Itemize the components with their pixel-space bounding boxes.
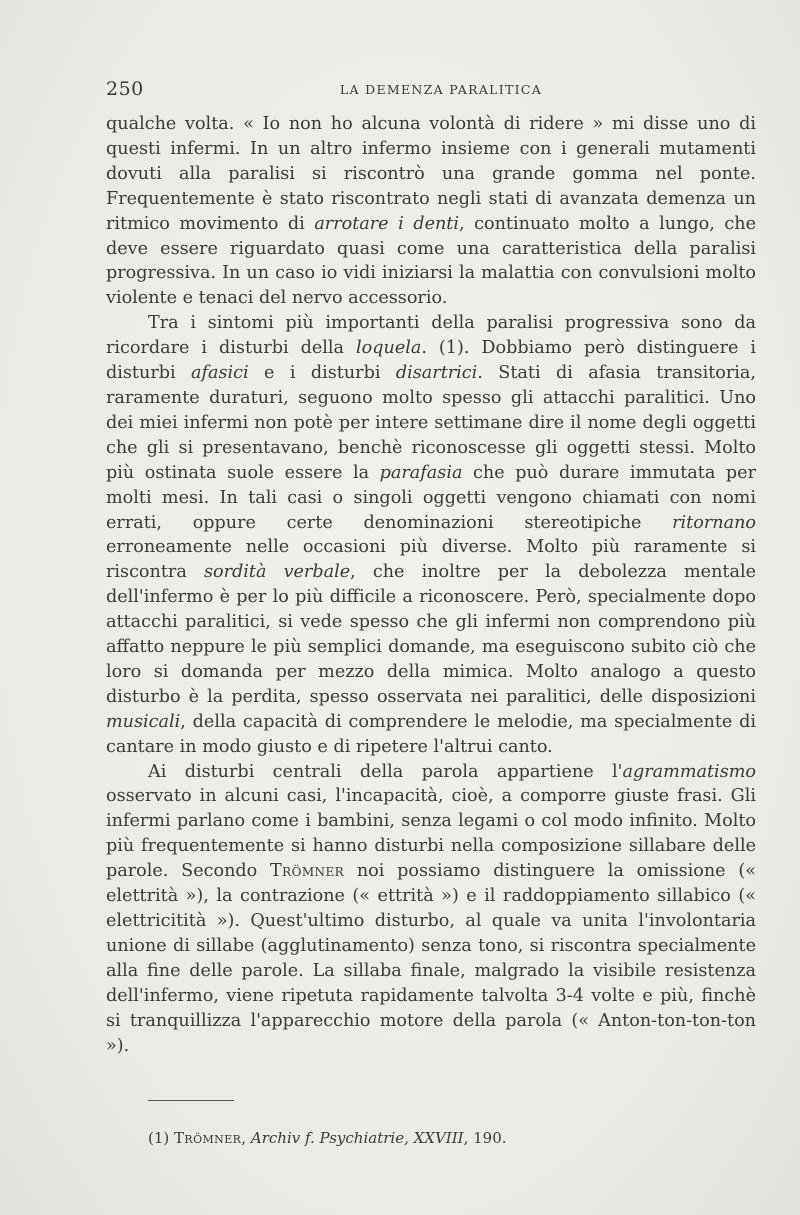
italic-term: disartrici xyxy=(395,363,478,384)
italic-term: ritornano xyxy=(672,512,756,533)
author-name: Trömner xyxy=(270,861,345,882)
text-run: (1) xyxy=(148,1129,175,1147)
text-run: , continuato molto a lungo, che deve essere riguardato quasi come una caratteristica della paralisi progressiva. In un caso io vidi iniziarsi la malattia con convulsioni molto violente e tenaci del nervo accessorio. xyxy=(106,213,756,309)
text-run: erroneamente nelle occasioni più diverse. Molto più raramente si riscontra xyxy=(106,537,756,583)
italic-term: loquela xyxy=(356,338,422,359)
page-header xyxy=(106,78,756,102)
italic-term: Archiv f. Psychiatrie, XXVIII xyxy=(250,1129,464,1147)
text-run: , 190. xyxy=(463,1129,507,1147)
text-run: qualche volta. « Io non ho alcuna volontà di ridere » mi disse uno di questi infermi. In un altro infermo insieme con i generali mutamenti dovuti alla paralisi si riscontrò una grande gomma nel ponte. Frequentemente è stato riscontrato negli stati di avanzata demenza un ritmico movimento di xyxy=(106,114,756,234)
text-run: noi possiamo distinguere la omissione (« elettrità »), la contrazione (« ettrità ») e il raddoppiamento sillabico (« elettricitità »). Quest'ultimo disturbo, al quale va unita l'involontaria unione di sillabe (agglutinamento) senza tono, si riscontra specialmente alla fine delle parole. La sillaba finale, malgrado la visibile resistenza dell'infermo, viene ripetuta rapidamente talvolta 3-4 volte e più, finchè si tranquillizza l'apparecchio motore della parola (« Anton-ton-ton-ton »). xyxy=(106,861,756,1056)
author-name: Trömner xyxy=(174,1129,242,1147)
body-text xyxy=(106,112,756,1058)
text-run: , che inoltre per la debolezza mentale dell'infermo è per lo più difficile a riconoscere. Però, specialmente dopo attacchi paralitici, si vede spesso che gli infermi non comprendono più affatto neppure le più semplici domande, ma eseguiscono subito ciò che loro si domanda per mezzo della mimica. Molto analogo a questo disturbo è la perdita, spesso osservata nei paralitici, delle disposizioni xyxy=(106,562,757,707)
italic-term: afasici xyxy=(191,363,249,384)
running-title: LA DEMENZA PARALITICA xyxy=(339,82,543,97)
text-run: che può durare immutata per molti mesi. In tali casi o singoli oggetti vengono chiamati con nomi errati, oppure certe denominazioni stereotipiche xyxy=(106,462,756,533)
text-run: , xyxy=(241,1129,251,1147)
paragraph xyxy=(106,760,756,1059)
text-run: . Stati di afasia transitoria, raramente duraturi, seguono molto spesso gli attacchi paralitici. Uno dei miei infermi non potè per intere settimane dire il nome degli oggetti che gli si presentavano, benchè riconoscesse gli oggetti stessi. Molto più ostinata suole essere la xyxy=(106,363,756,483)
footnote-rule xyxy=(148,1100,234,1101)
italic-term: sordità verbale xyxy=(203,562,351,583)
text-run: , della capacità di comprendere le melodie, ma specialmente di cantare in modo giusto e di ripetere l'altrui canto. xyxy=(106,711,756,757)
footnote xyxy=(148,1128,748,1148)
text-run: e i disturbi xyxy=(248,363,396,384)
paragraph xyxy=(106,311,756,759)
text-run: . (1). Dobbiamo però distinguere i disturbi xyxy=(106,338,756,384)
text-run: osservato in alcuni casi, l'incapacità, cioè, a comporre giuste frasi. Gli infermi parlano come i bambini, senza legami o col modo infinito. Molto più frequentemente si hanno disturbi nella composizione sillabare delle parole. Secondo xyxy=(106,786,756,882)
italic-term: musicali xyxy=(106,711,181,732)
paragraph xyxy=(106,112,756,311)
text-run: Ai disturbi centrali della parola appartiene l' xyxy=(148,761,623,782)
italic-term: agrammatismo xyxy=(622,761,756,782)
page-number: 250 xyxy=(106,78,144,100)
italic-term: parafasia xyxy=(379,462,463,483)
italic-term: arrotare i denti xyxy=(314,213,460,234)
text-run: Tra i sintomi più importanti della paralisi progressiva sono da ricordare i disturbi della xyxy=(106,313,756,359)
